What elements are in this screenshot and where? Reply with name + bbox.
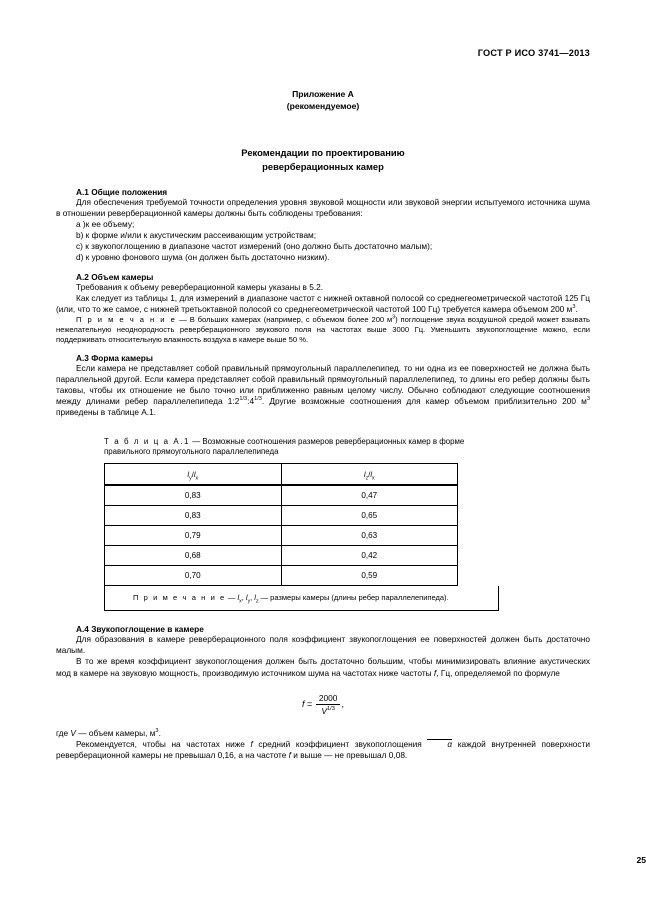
var-sub-y: y — [247, 598, 251, 605]
note-label: П р и м е ч а н и е — [76, 314, 177, 324]
header-num-base: l — [363, 469, 366, 479]
cell-ly-lx: 0,70 — [105, 566, 282, 586]
table-caption-label: Т а б л и ц а А.1 — [104, 436, 191, 446]
var-sub-x: x — [239, 598, 242, 605]
table-row — [105, 526, 458, 546]
a3-text-b: . Другие возможные соотношения для камер объемом приблизительно 200 м — [261, 396, 587, 407]
page-title — [56, 146, 590, 174]
section-a1-intro: Для обеспечения требуемой точности определения уровня звуковой мощности или звуковой энергии испытуемого источника шума в отношении реверберационной камеры должны быть соблюдены требования: — [56, 197, 590, 219]
a2-para2-tail: . — [575, 303, 578, 314]
a3-text-a: Если камера не представляет собой правильный прямоугольный параллелепипед. то ни одна из ее поверхностей не должна быть параллельной другой. Если камера представляет собой правильный прямоугольный параллелепипед, то длины его ребер должны быть таковы, чтобы их отношение не было точно или приближенно равным целому числу. Обычно соблюдают следующие соотношения между длинами ребер параллелепипеда 1:2 — [56, 363, 590, 407]
header-den-sub: x — [372, 475, 375, 482]
a3-superscript: 3 — [586, 396, 591, 403]
formula-denominator-exponent: 1/3 — [326, 705, 335, 712]
table-row — [105, 566, 458, 586]
table-header-row — [105, 464, 458, 486]
list-item: d) к уровню фонового шума (он должен быть достаточно низким). — [76, 252, 330, 263]
mean-absorption-symbol: α — [427, 739, 452, 748]
formula-denominator — [316, 705, 341, 716]
cell-lz-lx: 0,65 — [281, 506, 458, 526]
column-header-ly-lx: $l_y/l_x$ — [105, 464, 282, 486]
note-text-b: ) поглощение звука воздушной средой может взывать нежелательную неоднородность реверберационного звукового поля на частотах выше 3000 Гц. Уменьшить звукопоглощение можно, если поддерживать относительную влажность воздуха в камере выше 50 %. — [56, 314, 590, 345]
volume-symbol: V — [70, 727, 76, 738]
formula-equals: = — [307, 698, 313, 709]
note-superscript: 3 — [392, 314, 396, 321]
frequency-symbol: f — [433, 667, 437, 678]
formula-frequency — [56, 693, 590, 716]
table-row — [105, 506, 458, 526]
var-base-lx: l — [237, 593, 240, 603]
section-a3-para — [56, 363, 590, 418]
a2-para2-text: Как следует из таблицы 1, для измерений в диапазоне частот с нижней октавной полосой со среднегеометрической частотой 125 Гц (или, что то же самое, с нижней третьоктавной полосой со среднегеометрической частотой 100 Гц) требуется камера объемом 200 м — [56, 292, 590, 314]
frequency-symbol: f — [250, 738, 253, 749]
table-note-text-a: — — [225, 593, 238, 603]
section-heading-a2: А.2 Объем камеры — [76, 271, 154, 282]
a3-text-c: приведены в таблице А.1. — [56, 407, 157, 418]
a3-text-mid: :4 — [247, 396, 255, 407]
annex-status: (рекомендуемое) — [286, 101, 360, 112]
table-note-label: П р и м е ч а н и е — [133, 593, 226, 603]
header-den-sub: x — [195, 475, 199, 482]
page-number — [636, 855, 646, 865]
header-num-sub: y — [189, 475, 192, 482]
note-text-a: — В больших камерах (например, с объемом более 200 м — [176, 314, 393, 324]
section-heading-a1: А.1 Общие положения — [76, 187, 168, 198]
table-caption — [104, 437, 499, 459]
table-row — [105, 485, 458, 506]
cell-ly-lx: 0,68 — [105, 546, 282, 566]
section-heading-a4: А.4 Звукопоглощение в камере — [76, 624, 204, 635]
list-item: a )к ее объему; — [76, 219, 135, 230]
cell-ly-lx: 0,79 — [105, 526, 282, 546]
a2-para2-superscript: 3 — [572, 303, 576, 310]
a4-para3-text-d: и выше — не превышал 0,08. — [290, 749, 408, 760]
a4-para2-text-b: , Гц, определяемой по формуле — [436, 667, 560, 678]
table-note — [104, 586, 499, 611]
cell-ly-lx: 0,83 — [105, 485, 282, 506]
annex-label: Приложение А — [292, 89, 354, 99]
where-superscript: 3 — [155, 727, 159, 734]
list-item: b) к форме и/или к акустическим рассеивающим устройствам; — [76, 230, 317, 241]
where-text-c: . — [158, 727, 161, 738]
table-a1-block — [104, 437, 499, 612]
section-a2-para2 — [56, 293, 590, 315]
var-sub-z: z — [255, 598, 259, 605]
a4-para2-text-a: В то же время коэффициент звукопоглощения должен быть достаточно большим, чтобы минимизировать влияние акустических мод в камере на звуковую мощность, производимую источником шума на частотах ниже частоты — [56, 656, 590, 678]
header-num-base: l — [187, 469, 190, 479]
ratios-table — [104, 463, 458, 586]
section-heading-a3: А.3 Форма камеры — [76, 353, 153, 364]
cell-ly-lx: 0,83 — [105, 506, 282, 526]
cell-lz-lx: 0,47 — [281, 485, 458, 506]
standard-header: ГОСТ Р ИСО 3741—2013 — [477, 48, 590, 58]
table-row — [105, 546, 458, 566]
formula-numerator: 2000 — [316, 693, 341, 705]
formula-trailing-comma: , — [341, 698, 344, 709]
a3-exponent-1: 1/3 — [239, 396, 248, 403]
section-a4-para2 — [56, 656, 590, 678]
section-a4-para1: Для образования в камере реверберационного поля коэффициент звукопоглощения ее поверхностей должен быть достаточно малым. — [56, 634, 590, 656]
page-title-line1: Рекомендации по проектированию — [241, 146, 405, 158]
table-head — [105, 464, 458, 486]
table-body — [105, 485, 458, 586]
list-item: c) к звукопоглощению в диапазоне частот измерений (оно должно быть достаточно малым); — [76, 241, 433, 252]
a4-para3-text-c: каждой внутренней поверхности реверберационной камеры не превышал 0,16, а на частоте — [56, 738, 591, 760]
cell-lz-lx: 0,42 — [281, 546, 458, 566]
a4-para3-text-b: средний коэффициент звукопоглощения — [252, 738, 428, 749]
page-content — [56, 0, 590, 913]
table-note-content: П р и м е ч а н и е — $l_x$, $l_y$, $l_z$ — размеры камеры (длины ребер параллелепипеда). — [133, 593, 449, 605]
where-text-b: — объем камеры, м — [75, 727, 156, 738]
a4-para3-text-a: Рекомендуется, чтобы на частотах ниже — [76, 738, 251, 749]
where-text-a: где — [56, 727, 71, 738]
formula-fraction — [316, 693, 341, 716]
var-base-ly: l — [245, 593, 248, 603]
page-number-value: 25 — [636, 855, 646, 865]
a3-exponent-2: 1/3 — [254, 396, 262, 403]
formula-lhs: f — [302, 698, 305, 709]
table-caption-text: — Возможные соотношения размеров реверберационных камер в форме правильного прямоугольного параллелепипеда — [104, 436, 465, 457]
var-base-lz: l — [254, 593, 256, 603]
formula-where-line — [56, 728, 590, 739]
header-den-base: l — [370, 469, 372, 479]
section-a2-note — [56, 315, 590, 346]
frequency-symbol: f — [288, 749, 291, 760]
section-a2-para1: Требования к объему реверберационной камеры указаны в 5.2. — [76, 281, 324, 292]
cell-lz-lx: 0,63 — [281, 526, 458, 546]
cell-lz-lx: 0,59 — [281, 566, 458, 586]
page-title-line2: реверберационных камер — [262, 161, 384, 173]
header-den-base: l — [193, 469, 196, 479]
column-header-lz-lx: $l_z/l_x$ — [281, 464, 458, 486]
section-a4-para3 — [56, 739, 590, 761]
annex-heading-block — [56, 88, 590, 113]
header-num-sub: z — [365, 475, 369, 482]
formula-denominator-base: V — [321, 705, 327, 716]
section-a1-list — [56, 219, 590, 263]
table-note-text-b: — размеры камеры (длины ребер параллелепипеда). — [258, 593, 449, 603]
